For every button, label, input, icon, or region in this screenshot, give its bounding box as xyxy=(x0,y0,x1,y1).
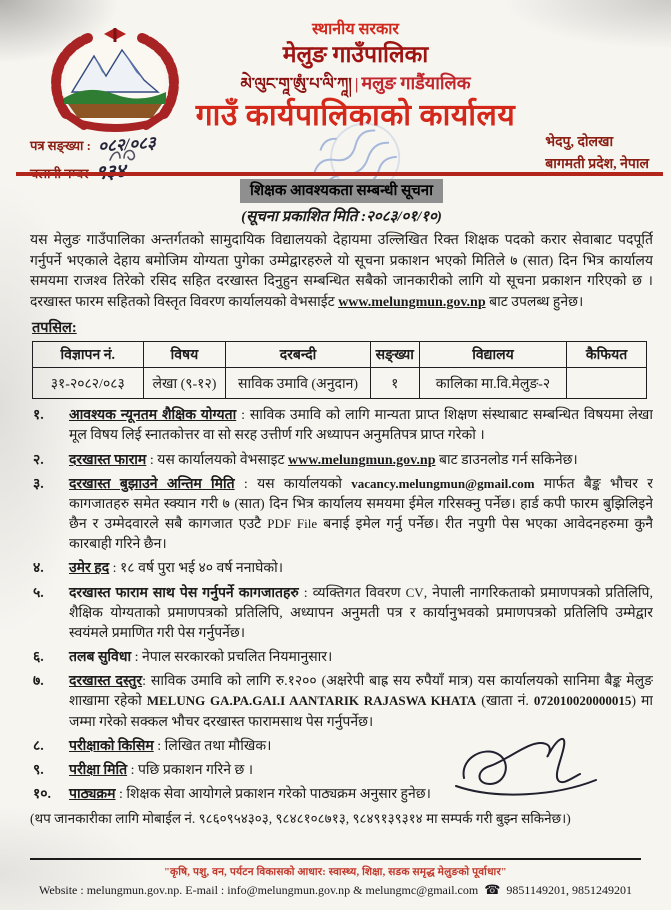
item-text xyxy=(69,475,653,556)
inline-link-text: www.melungmun.gov.np xyxy=(288,452,436,468)
contact-note: (थप जानकारीका लागि मोबाईल नं. ९८६०९५४३०३, ९८४८१०८७१३, ९८४९१३९३१४ मा सम्पर्क गरी बुझ्न सकिनेछ।) xyxy=(30,811,571,827)
item-number: १०. xyxy=(33,786,52,802)
footer-contact-line xyxy=(24,882,647,898)
text-part: : १८ वर्ष पुरा भई ४० वर्ष ननाघेको। xyxy=(109,561,284,577)
text-part: : पछि प्रकाशन गरिने छ । xyxy=(127,762,254,778)
table-cell: ३१-२०८२/०८३ xyxy=(33,368,144,399)
table-header-cell: कैफियत xyxy=(567,342,647,368)
notice-item xyxy=(30,406,653,446)
item-number: ९. xyxy=(33,762,44,778)
text-part: 072010020000015 xyxy=(533,693,632,709)
item-text xyxy=(69,559,653,579)
text-part: MELUNG GA.PA.GAI.I AANTARIK RAJASWA KHATA xyxy=(146,693,477,709)
item-number: ४. xyxy=(33,561,44,577)
inline-link-text: www.melungmun.gov.np xyxy=(338,294,486,310)
item-number: ८. xyxy=(33,738,44,754)
footer xyxy=(24,858,647,899)
text-part: यस मेलुङ गाउँपालिका अन्तर्गतको सामुदायिक विद्यालयको देहायमा उल्लिखित रिक्त शिक्षक पदको करार सेवाबाट पदपूर्ति गर्नुपर्ने भएकाले देहाय बमोजिम योग्यता पुगेका उम्मेद्वारहरुले यो सूचना प्रकाशन भएको मितिले ७ (सात) दिन भित्र कार्यालय समयमा राजश्व तिरेको रसिद सहित दरखास्त दिनुहुन सम्बन्धित सबैको जानकारीको लागि यो सूचना प्रकाशन गरिएको छ । दरखास्त फारम सहितको विस्तृत विवरण कार्यालयको वेभसाईट xyxy=(30,233,653,310)
text-part: बनाई इमेल गर्नु पर्नेछ। रीत नपुगी पेस भएका आवेदनहरुमा कुनै कारबाही गरिने छैन। xyxy=(69,517,653,553)
address-line-2: बागमती प्रदेश, नेपाल xyxy=(545,156,649,172)
table-cell: साविक उमावि (अनुदान) xyxy=(226,368,370,399)
signature xyxy=(446,730,626,805)
office-address xyxy=(545,132,649,175)
item-text xyxy=(69,584,653,644)
table-cell: लेखा (९-१२) xyxy=(143,368,226,399)
item-number: ७. xyxy=(33,674,44,690)
intro-paragraph xyxy=(30,231,653,313)
vacancy-table xyxy=(32,341,647,399)
notice-item xyxy=(30,584,653,644)
table-row xyxy=(33,368,647,399)
tapasil-label: तपसिल: xyxy=(32,320,77,337)
text-part: पाठ्यक्रम xyxy=(69,786,116,802)
municipality-name-scripts xyxy=(40,72,671,95)
text-part: , नेपाली नागरिकताको प्रमाणपत्रको प्रतिलिपि, शैक्षिक योग्यताको प्रमाणपत्रको प्रतिलिपि, अध्यापन अनुमती पत्र र कार्यानुभवको प्रमाणपत्रको प्रतिलिपि उम्मेद्वार स्वयंमले प्रमाणित गरी पेस गर्नुपर्नेछ। xyxy=(69,585,653,641)
item-number: ५. xyxy=(33,585,44,601)
notice-item xyxy=(30,559,653,579)
item-number: १. xyxy=(33,408,44,424)
text-part: दरखास्त दस्तुर xyxy=(69,674,143,690)
table-header-cell: सङ्ख्या xyxy=(370,342,419,368)
letter-number-label: पत्र सङ्ख्या : xyxy=(30,138,91,153)
phone-icon: ☎ xyxy=(484,882,501,897)
item-number: ६. xyxy=(33,650,44,666)
text-part: vacancy.melungmun@gmail.com xyxy=(351,475,535,491)
text-part: बाट उपलब्ध हुनेछ। xyxy=(485,294,584,310)
letterhead xyxy=(40,20,671,134)
government-line: स्थानीय सरकार xyxy=(312,21,399,38)
table-header-cell: दरबन्दी xyxy=(226,342,370,368)
text-part: परीक्षाको किसिम xyxy=(69,738,154,754)
text-part: मलुङ गाडैंयालिक xyxy=(361,72,471,93)
footer-divider-rule xyxy=(30,858,641,861)
footer-phone-numbers: 9851149201, 9851249201 xyxy=(506,883,632,897)
text-part: आवश्यक न्यूनतम शैक्षिक योग्यता xyxy=(69,408,237,424)
text-part: उमेर हद xyxy=(69,561,110,577)
address-line-1: भेदपु, दोलखा xyxy=(545,135,614,150)
text-part: : शिक्षक सेवा आयोगले प्रकाशन गरेको पाठ्यक्रम अनुसार हुनेछ। xyxy=(115,786,431,802)
text-part: : यस कार्यालयको वेभसाइट xyxy=(146,452,289,468)
letter-number-value: ०८२/०८३ xyxy=(97,133,157,156)
text-part: : नेपाल सरकारको प्रचलित नियमानुसार। xyxy=(131,650,333,666)
text-part: परीक्षा मिति xyxy=(69,762,128,778)
text-part: : लिखित तथा मौखिक। xyxy=(153,738,272,754)
footer-motto: "कृषि, पशु, वन, पर्यटन विकासको आधार: स्वास्थ्य, शिक्षा, सडक समृद्ध मेलुङको पूर्वाधार" xyxy=(164,867,507,878)
text-part: दरखास्त बुझाउने अन्तिम मिति xyxy=(69,476,235,492)
text-part: : व्यक्तिगत विवरण xyxy=(298,585,406,601)
table-cell: १ xyxy=(370,368,419,399)
item-number: ३. xyxy=(33,476,44,492)
notice-item xyxy=(30,672,653,732)
text-part: तलब सुविधा xyxy=(69,650,132,666)
item-text xyxy=(69,648,653,668)
text-part: मार्फत बैङ्क भौचर र कागजातहरु समेत स्क्यान गरी ७ (सात) दिन भित्र कार्यालय समयमा ईमेल गरिसक्नु पर्नेछ। हार्ड कपी फारम बुझिलिइने छैन र उम्मेदवारले सबै कागजात एउटै xyxy=(69,476,653,533)
item-text xyxy=(69,451,653,471)
text-part: མེ་ལུང་གཱ་ཨུཾ་པ་ལི་ཀཱ། xyxy=(240,75,352,93)
municipality-name: मेलुङ गाउँपालिका xyxy=(282,42,429,67)
table-header-row xyxy=(33,342,647,368)
text-part: दरखास्त फाराम साथ पेस गर्नुपर्ने कागजातहरु xyxy=(69,585,299,601)
table-header-cell: विज्ञापन नं. xyxy=(33,342,144,368)
footer-website-email: Website : melungmun.gov.np. E-mail : info@melungmun.gov.np & melungmc@gmail.com xyxy=(39,883,479,897)
published-date-line: (सूचना प्रकाशित मिति :२०८३/०१/१०) xyxy=(241,209,442,225)
table-cell xyxy=(567,368,647,399)
text-part: PDF File xyxy=(267,516,318,532)
item-number: २. xyxy=(33,452,44,468)
text-part: : यस कार्यालयको xyxy=(234,476,352,492)
notice-title: शिक्षक आवश्यकता सम्बन्धी सूचना xyxy=(240,179,443,203)
item-text xyxy=(69,672,653,732)
table-cell: कालिका मा.वि.मेलुङ-२ xyxy=(419,368,566,399)
table-header-cell: विद्यालय xyxy=(419,342,566,368)
text-part: बाट डाउनलोड गर्न सकिनेछ। xyxy=(435,452,578,468)
text-part: CV xyxy=(405,584,424,600)
text-part: : साविक उमावि को लागि रु.१२०० (अक्षरेपी बाह्र सय रुपैयाँ मात्र) यस कार्यालयको सानिमा बैङ्क मेलुङ शाखामा रहेको xyxy=(69,674,653,710)
table-header-cell: विषय xyxy=(143,342,226,368)
office-name: गाउँ कार्यपालिकाको कार्यालय xyxy=(195,98,516,132)
text-part: | xyxy=(354,75,359,93)
text-part: दरखास्त फाराम xyxy=(69,452,147,468)
notice-item xyxy=(30,475,653,556)
text-part: (खाता नं. xyxy=(476,694,534,710)
notice-item xyxy=(30,451,653,471)
notice-item xyxy=(30,648,653,668)
item-text xyxy=(69,406,653,446)
text-part: : साविक उमावि को लागि मान्यता प्राप्त शिक्षण संस्थाबाट सम्बन्धित विषयमा लेखा मूल विषय लिई स्नातकोत्तर वा सो सरह उत्तीर्ण गरि अध्यापन अनुमतिपत्र प्राप्त गरेको । xyxy=(69,408,653,444)
header-divider-rule xyxy=(16,172,663,176)
text-part: ) मा जम्मा गरेको सक्कल भौचर दरखास्त फारामसाथ पेस गर्नुपर्नेछ। xyxy=(69,694,653,730)
